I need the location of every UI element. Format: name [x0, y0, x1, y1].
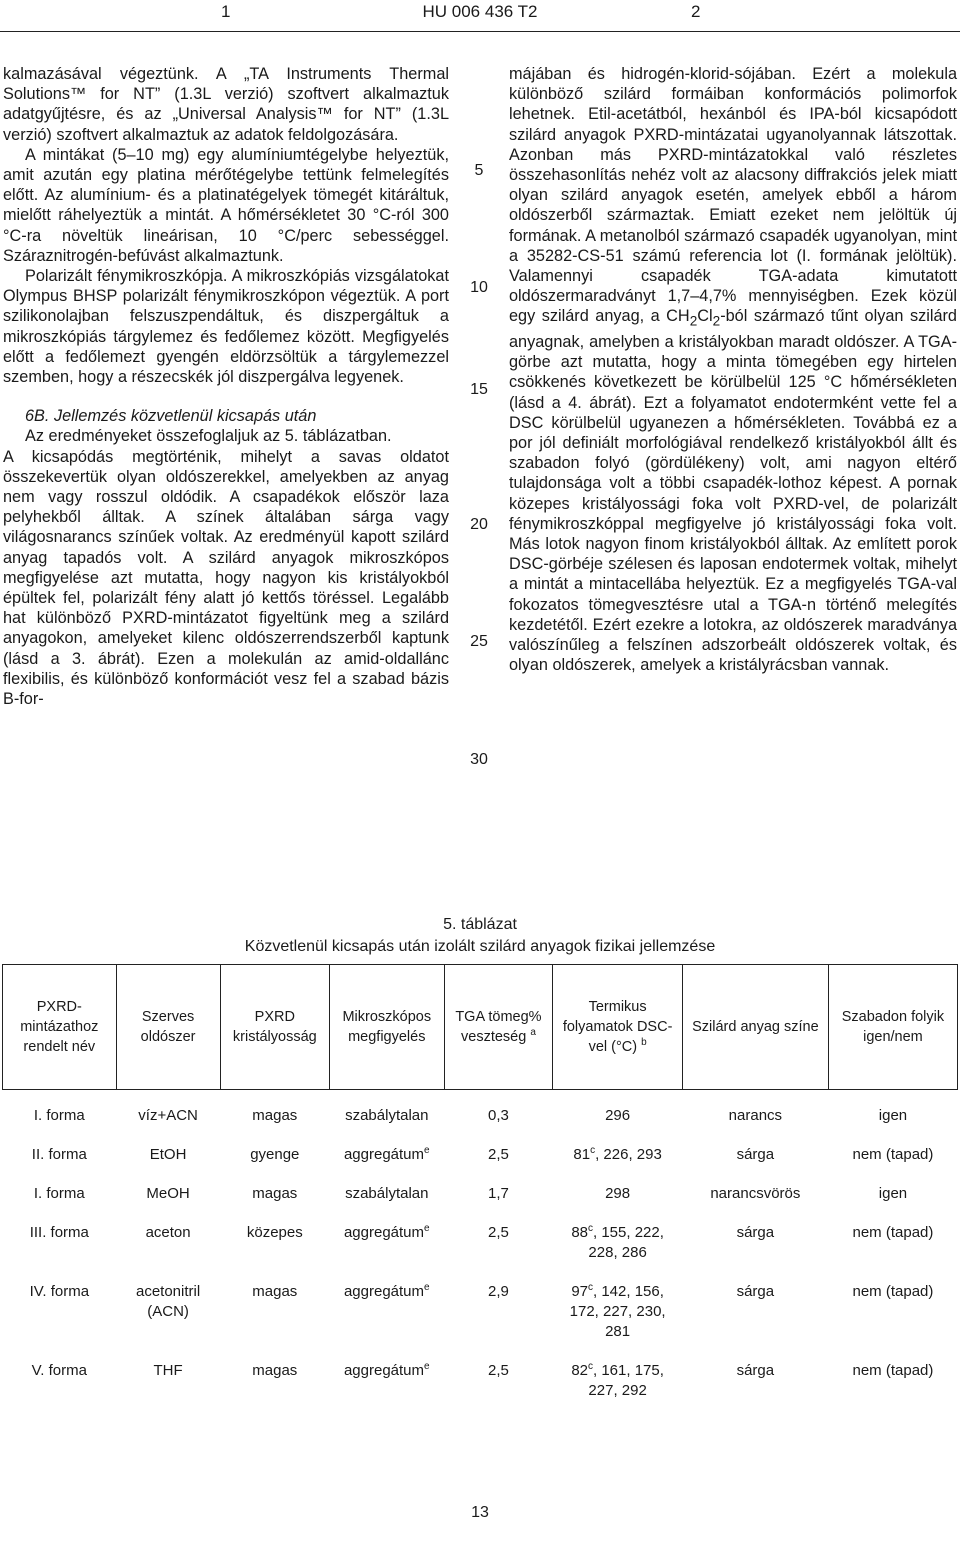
column-header: Mikroszkópos megfigyelés [330, 965, 444, 1090]
table-row [3, 1145, 958, 1184]
cell-form-name: I. forma [33, 1107, 85, 1124]
cell-crystallinity: magas [252, 1362, 298, 1379]
cell-dsc-events [553, 1223, 682, 1282]
text-run: Cl [697, 307, 713, 326]
cell-text: 88 [571, 1224, 588, 1241]
cell-text: 97 [571, 1283, 588, 1300]
cell-solvent: aceton [145, 1224, 191, 1241]
column-header: PXRD kristályosság [220, 965, 329, 1090]
cell-microscopy [330, 1106, 444, 1145]
paragraph: A kicsapódás megtörténik, mihelyt a savas oldatot összekevertük olyan oldószerekkel, amelyekben az anyag nem vagy rosszul oldódik. A csapadékok először laza pelyhekből álltak. A színek általában sárga vagy világosnarancs színűek voltak. Az eredményül kapott szilárd anyag tapadós volt. A szilárd anyagok mikroszkópos megfigyelése azt mutatta, hogy nagyon kis kristályokból épültek fel, polarizált fény alatt jó kettős töréssel. Legalább hat különböző PXRD-mintázatot figyeltünk meg a szilárd anyagokon, amelyeket kilenc oldószerrendszerből kaptunk (lásd a 3. ábrát). Ezen a molekulán az amid-oldallánc flexibilis, és különböző konformációt vesz fel a szabad bázis B-for- [3, 447, 449, 709]
cell-form-name: IV. forma [29, 1283, 90, 1300]
section-heading: 6B. Jellemzés közvetlenül kicsapás után [25, 407, 317, 426]
table-row [3, 1184, 958, 1223]
table-caption-number: 5. táblázat [443, 916, 517, 933]
cell-form-name: II. forma [31, 1146, 87, 1163]
cell-dsc-events [553, 1361, 682, 1420]
cell-tga-loss: 2,5 [488, 1224, 509, 1241]
column-header: PXRD-mintázathoz rendelt név [3, 965, 117, 1090]
cell-color: narancsvörös [710, 1185, 801, 1202]
left-column [3, 64, 449, 709]
line-number: 20 [470, 516, 488, 533]
cell-color: sárga [736, 1362, 775, 1379]
cell-tga-loss: 2,9 [488, 1283, 509, 1300]
paragraph: Polarizált fénymikroszkópja. A mikroszkópiás vizsgálatokat Olympus BHSP polarizált fénymikroszkópon végeztük. A port szilikonolajban felszuszpendáltuk, és diszpergáltuk a mikroszkópiás tárgylemez és fedőlemez között. Megfigyelés előtt a fedőlemezt gyengén eldörzsöltük a tárgylemezzel szemben, hogy a részecskék jól diszpergálva legyenek. [3, 267, 449, 387]
cell-text: 81 [573, 1146, 591, 1163]
cell-microscopy [330, 1223, 444, 1282]
cell-color: narancs [728, 1107, 783, 1124]
column-header: Szabadon folyik igen/nem [828, 965, 957, 1090]
cell-microscopy [330, 1184, 444, 1223]
footnote-mark: e [424, 1145, 430, 1156]
cell-text: , 155, 222, 228, 286 [588, 1224, 664, 1261]
cell-solvent: víz+ACN [138, 1107, 198, 1124]
paragraph: A mintákat (5–10 mg) egy alumíniumtégelybe helyeztük, amit azután egy platina mérőtégelybe tettünk felmelegítés előtt. Az alumínium- és a platinatégelyek tömegét kitáráltuk, mielőtt ráhelyeztük a mintát. A hőmérsékletet 30 °C-ról 300 °C-ra növeltük lineárisan, 10 °C/perc sebességgel. Száraznitrogén-befúvást alkalmaztunk. [3, 145, 449, 265]
text-run: -ból származó tűnt olyan szilárd anyagnak, amelyben a kristályokban maradt oldószer. A TGA-görbe azt mutatta, hogy a minta tömegében egy hirtelen csökkenés következett be körülbelül 125 °C hőmérsékleten (lásd a 4. ábrát). Ezt a folyamatot endotermként vette fel a DSC körülbelül ugyanezen a hőmérsékleten. Továbbá ez a por jól definiált morfológiával rendelkező kristályokból állt és szabadon folyó (gördülékeny) volt, ami nagyon eltérő tulajdonsága volt a többi csapadék-lothoz képest. A pornak közepes kristályossági foka volt PXRD-vel, de polarizált fénymikroszkóppal megfigyelve jó kristályossági foka volt. Más lotok nagyon finom kristályokból álltak. Az említett porok DSC-görbéje szélesen és laposan endotermek voltak, mihelyt a mintát a mintacellába helyeztük. Ez a megfigyelés TGA-val fokozatos tömegvesztésre utal a TGA-n történő melegítés kezdetétől. Ezért ezekre a lotokra, az oldószerek maradványa valószínűleg a felszínen adszorbeált oldószerek voltak, és olyan oldószerek, amelyek a kristályrácsban vannak. [509, 307, 957, 675]
cell-text: aggregátum [343, 1283, 425, 1300]
cell-dsc-events [553, 1282, 682, 1361]
table-row [3, 1223, 958, 1282]
cell-color: sárga [736, 1283, 775, 1300]
cell-text: aggregátum [343, 1362, 425, 1379]
column-header: Szerves oldószer [116, 965, 220, 1090]
cell-microscopy [330, 1361, 444, 1420]
cell-tga-loss: 0,3 [488, 1107, 509, 1124]
cell-free-flowing: nem (tapad) [852, 1224, 934, 1241]
cell-form-name: III. forma [29, 1224, 89, 1241]
page-number-left: 1 [221, 2, 231, 21]
page-number-right: 2 [691, 2, 701, 21]
cell-dsc-events [553, 1106, 682, 1145]
cell-text: , 161, 175, 227, 292 [588, 1362, 664, 1399]
cell-free-flowing: igen [878, 1107, 908, 1124]
table-row [3, 1361, 958, 1420]
line-number: 5 [474, 162, 484, 179]
footnote-mark: b [641, 1037, 647, 1049]
cell-text: , 142, 156, 172, 227, 230, 281 [569, 1283, 666, 1340]
cell-crystallinity: magas [252, 1283, 298, 1300]
footnote-mark: c [588, 1223, 593, 1234]
header-text: Termikus folyamatok DSC-vel (°C) [562, 999, 673, 1055]
line-number: 30 [470, 751, 488, 768]
spacer-cell [3, 1090, 958, 1107]
line-number: 15 [470, 381, 488, 398]
cell-text: szabálytalan [345, 1107, 429, 1124]
column-header [444, 965, 553, 1090]
cell-form-name: V. forma [31, 1362, 87, 1379]
cell-color: sárga [736, 1224, 775, 1241]
cell-text: 296 [605, 1107, 631, 1124]
table-row [3, 1106, 958, 1145]
cell-tga-loss: 2,5 [488, 1146, 509, 1163]
table-caption-title: Közvetlenül kicsapás után izolált szilárd anyagok fizikai jellemzése [244, 938, 716, 955]
cell-text: szabálytalan [345, 1185, 429, 1202]
cell-crystallinity: közepes [246, 1224, 303, 1241]
cell-solvent: THF [153, 1362, 183, 1379]
footnote-mark: e [424, 1282, 430, 1293]
cell-free-flowing: nem (tapad) [852, 1283, 934, 1300]
cell-solvent: acetonitril (ACN) [135, 1283, 201, 1320]
cell-free-flowing: nem (tapad) [852, 1146, 934, 1163]
cell-microscopy [330, 1282, 444, 1361]
page-number-footer: 13 [471, 1504, 489, 1521]
cell-solvent: EtOH [149, 1146, 187, 1163]
text-run: májában és hidrogén-klorid-sójában. Ezért a molekula különböző szilárd formáiban konformációs polimorfok lehetnek. Etil-acetátból, hexánból és IPA-ból kicsapódott szilárd anyagok PXRD-mintázatai ugyanolyannak látszottak. Azonban más PXRD-mintázatokkal való részletes összehasonlítás nehéz volt az alacsony diffrakciós jelek miatt olyan szilárd anyagok esetén, amelyek ebből a három oldószerből származtak. Emiatt ezeket nem jelöltük új formának. A metanolból származó csapadék ugyanolyan, mint a 35282-CS-51 számú referencia lot (I. formának jelöltük). Valamennyi csapadék TGA-adata kimutatott oldószermaradványt 1,7–4,7% mennyiségben. Ezek közül egy szilárd anyag, a CH [509, 65, 957, 326]
cell-crystallinity: magas [252, 1107, 298, 1124]
cell-text: , 226, 293 [595, 1146, 662, 1163]
cell-tga-loss: 2,5 [488, 1362, 509, 1379]
paragraph: kalmazásával végeztünk. A „TA Instruments Thermal Solutions™ for NT” (1.3L verzió) szoftvert alkalmaztuk adatgyűjtésre, és az „Universal Analysis™ for NT” (1.3L verzió) szoftvert alkalmaztuk az adatok feldolgozására. [3, 65, 449, 144]
spacer-row [3, 1090, 958, 1107]
cell-dsc-events [553, 1184, 682, 1223]
cell-dsc-events [553, 1145, 682, 1184]
cell-text: aggregátum [343, 1146, 425, 1163]
line-number: 10 [470, 279, 488, 296]
subscript: 2 [712, 313, 721, 329]
header-rule [0, 31, 960, 32]
cell-microscopy [330, 1145, 444, 1184]
column-header [553, 965, 682, 1090]
cell-crystallinity: magas [252, 1185, 298, 1202]
header-text: TGA tömeg% veszteség [455, 1009, 542, 1045]
table-header-row [3, 965, 958, 1090]
cell-solvent: MeOH [146, 1185, 190, 1202]
paragraph: Az eredményeket összefoglaljuk az 5. táblázatban. [25, 427, 392, 446]
subscript: 2 [689, 313, 698, 329]
footnote-mark: a [530, 1027, 536, 1039]
footnote-mark: c [588, 1282, 593, 1293]
document-id: HU 006 436 T2 [422, 2, 538, 21]
cell-free-flowing: igen [878, 1185, 908, 1202]
table-row [3, 1282, 958, 1361]
line-number: 25 [470, 633, 488, 650]
cell-text: aggregátum [343, 1224, 425, 1241]
paragraph [509, 64, 957, 675]
cell-color: sárga [736, 1146, 775, 1163]
footnote-mark: c [590, 1145, 596, 1156]
footnote-mark: c [588, 1361, 593, 1372]
properties-table [2, 964, 958, 1420]
cell-crystallinity: gyenge [250, 1146, 300, 1163]
column-header: Szilárd anyag színe [682, 965, 828, 1090]
footnote-mark: e [424, 1223, 430, 1234]
cell-free-flowing: nem (tapad) [852, 1362, 934, 1379]
cell-form-name: I. forma [33, 1185, 85, 1202]
cell-text: 82 [571, 1362, 588, 1379]
cell-text: 298 [605, 1185, 631, 1202]
footnote-mark: e [424, 1361, 430, 1372]
right-column [509, 64, 957, 675]
cell-tga-loss: 1,7 [488, 1185, 509, 1202]
